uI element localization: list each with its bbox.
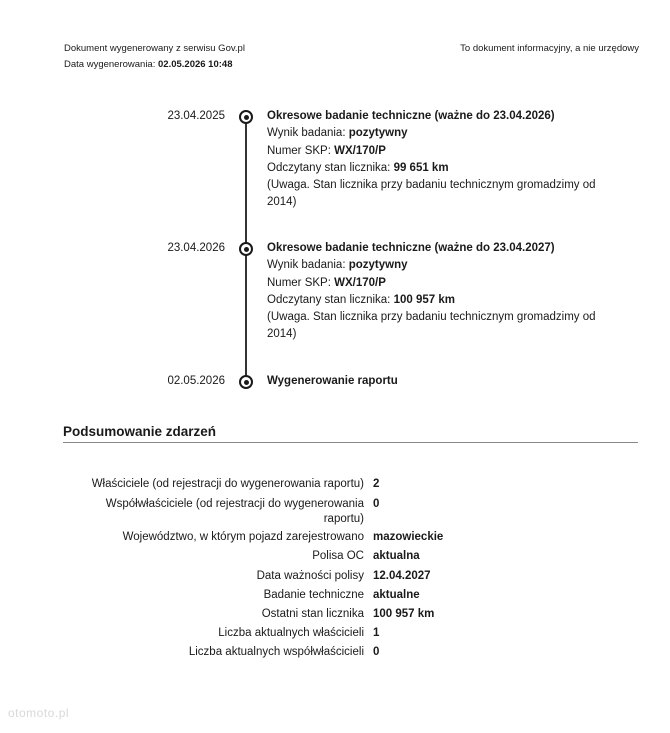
event-title: Wygenerowanie raportu bbox=[267, 375, 398, 387]
watermark: otomoto.pl bbox=[8, 706, 70, 720]
result-label: Wynik badania: bbox=[267, 259, 346, 272]
result-value: pozytywny bbox=[348, 127, 408, 140]
skp-label: Numer SKP: bbox=[267, 276, 331, 289]
skp-label: Numer SKP: bbox=[267, 144, 331, 157]
skp-value: WX/170/P bbox=[334, 276, 386, 289]
summary-value: aktualna bbox=[373, 550, 420, 562]
summary-value: aktualne bbox=[373, 589, 420, 601]
summary-label: Badanie techniczne bbox=[263, 589, 364, 601]
summary-label: Współwłaściciele (od rejestracji do wygenerowania raportu) bbox=[105, 498, 364, 525]
summary-label: Województwo, w którym pojazd zarejestrowano bbox=[122, 531, 364, 543]
timeline-dot-icon bbox=[239, 242, 253, 256]
event-note: (Uwaga. Stan licznika przy badaniu technicznym gromadzimy od 2014) bbox=[267, 179, 596, 209]
generated-date-line bbox=[64, 57, 245, 73]
document-header-info bbox=[64, 41, 245, 73]
event-skp bbox=[267, 275, 617, 292]
event-result bbox=[267, 125, 617, 142]
summary-value: 100 957 km bbox=[373, 608, 435, 620]
source-text: Dokument wygenerowany z serwisu Gov.pl bbox=[64, 43, 245, 54]
event-note: (Uwaga. Stan licznika przy badaniu technicznym gromadzimy od 2014) bbox=[267, 311, 596, 341]
timeline-dot-icon bbox=[239, 375, 253, 389]
event-details bbox=[267, 108, 617, 212]
summary-value: 2 bbox=[373, 478, 380, 490]
event-details bbox=[267, 373, 617, 390]
generated-date-value: 02.05.2026 10:48 bbox=[158, 59, 233, 70]
summary-divider bbox=[63, 442, 638, 443]
odometer-label: Odczytany stan licznika: bbox=[267, 161, 391, 174]
disclaimer-text: To dokument informacyjny, a nie urzędowy bbox=[460, 43, 639, 54]
summary-label: Data ważności polisy bbox=[256, 570, 364, 582]
event-date: 23.04.2026 bbox=[167, 242, 225, 254]
odometer-value: 100 957 km bbox=[393, 293, 455, 306]
event-details bbox=[267, 240, 617, 344]
event-odometer bbox=[267, 292, 617, 309]
summary-value: 0 bbox=[373, 646, 380, 658]
summary-value: 1 bbox=[373, 627, 380, 639]
odometer-value: 99 651 km bbox=[393, 161, 449, 174]
result-label: Wynik badania: bbox=[267, 127, 346, 140]
event-date: 23.04.2025 bbox=[167, 110, 225, 122]
summary-label: Polisa OC bbox=[312, 550, 364, 562]
event-skp bbox=[267, 143, 617, 160]
odometer-label: Odczytany stan licznika: bbox=[267, 293, 391, 306]
summary-label: Ostatni stan licznika bbox=[261, 608, 364, 620]
summary-label: Właściciele (od rejestracji do wygenerowania raportu) bbox=[91, 478, 364, 490]
summary-value: mazowieckie bbox=[373, 531, 444, 543]
timeline-dot-icon bbox=[239, 110, 253, 124]
summary-value: 0 bbox=[373, 498, 380, 510]
event-title: Okresowe badanie techniczne (ważne do 23.04.2027) bbox=[267, 242, 555, 254]
summary-value: 12.04.2027 bbox=[373, 570, 431, 582]
event-odometer bbox=[267, 160, 617, 177]
event-title: Okresowe badanie techniczne (ważne do 23.04.2026) bbox=[267, 110, 555, 122]
event-result bbox=[267, 257, 617, 274]
skp-value: WX/170/P bbox=[334, 144, 386, 157]
generated-date-label: Data wygenerowania: bbox=[64, 59, 156, 70]
event-date: 02.05.2026 bbox=[167, 375, 225, 387]
result-value: pozytywny bbox=[348, 259, 408, 272]
summary-label: Liczba aktualnych właścicieli bbox=[218, 627, 364, 639]
summary-title: Podsumowanie zdarzeń bbox=[63, 424, 217, 439]
summary-label: Liczba aktualnych współwłaścicieli bbox=[188, 646, 364, 658]
